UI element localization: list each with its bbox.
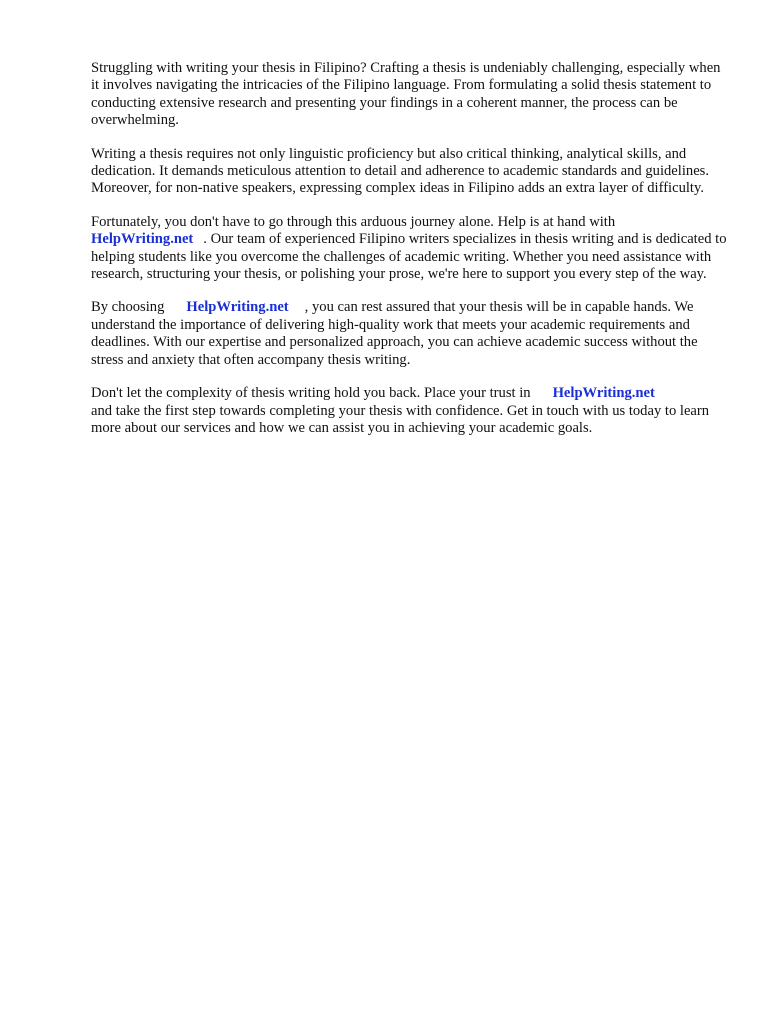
helpwriting-link[interactable]: HelpWriting.net xyxy=(186,299,289,316)
paragraph-text-after: and take the first step towards completing your thesis with confidence. Get in touch with us today to learn more about our services and how we can assist you in achieving your academic goals. xyxy=(91,402,710,436)
paragraph-closing xyxy=(91,385,731,437)
paragraph-text-before: By choosing xyxy=(91,299,165,316)
paragraph-help xyxy=(91,214,731,284)
helpwriting-link[interactable]: HelpWriting.net xyxy=(552,385,655,402)
paragraph-text-after: , you can rest assured that your thesis will be in capable hands. We understand the importance of delivering high-quality work that meets your academic requirements and deadlines. With our expertise and personalized approach, you can achieve academic success without the stress and anxiety that often accompany thesis writing. xyxy=(91,299,698,368)
paragraph-text: Struggling with writing your thesis in Filipino? Crafting a thesis is undeniably challenging, especially when it involves navigating the intricacies of the Filipino language. From formulating a solid thesis statement to conducting extensive research and presenting your findings in a coherent manner, the process can be overwhelming. xyxy=(91,60,721,129)
paragraph-text: Writing a thesis requires not only linguistic proficiency but also critical thinking, analytical skills, and dedication. It demands meticulous attention to detail and adherence to academic standards and guidelines. Moreover, for non-native speakers, expressing complex ideas in Filipino adds an extra layer of difficulty. xyxy=(91,145,709,197)
helpwriting-link[interactable]: HelpWriting.net xyxy=(91,231,194,248)
paragraph-text-before: Don't let the complexity of thesis writing hold you back. Place your trust in xyxy=(91,385,531,402)
document-body xyxy=(91,60,731,453)
paragraph-text-before: Fortunately, you don't have to go through this arduous journey alone. Help is at hand with xyxy=(91,213,616,230)
paragraph-text-after: . Our team of experienced Filipino writers specializes in thesis writing and is dedicated to helping students like you overcome the challenges of academic writing. Whether you need assistance with research, structuring your thesis, or polishing your prose, we're here to support you every step of the way. xyxy=(91,231,727,283)
paragraph-intro xyxy=(91,60,731,130)
paragraph-choosing xyxy=(91,299,731,369)
paragraph-requirements xyxy=(91,146,731,198)
